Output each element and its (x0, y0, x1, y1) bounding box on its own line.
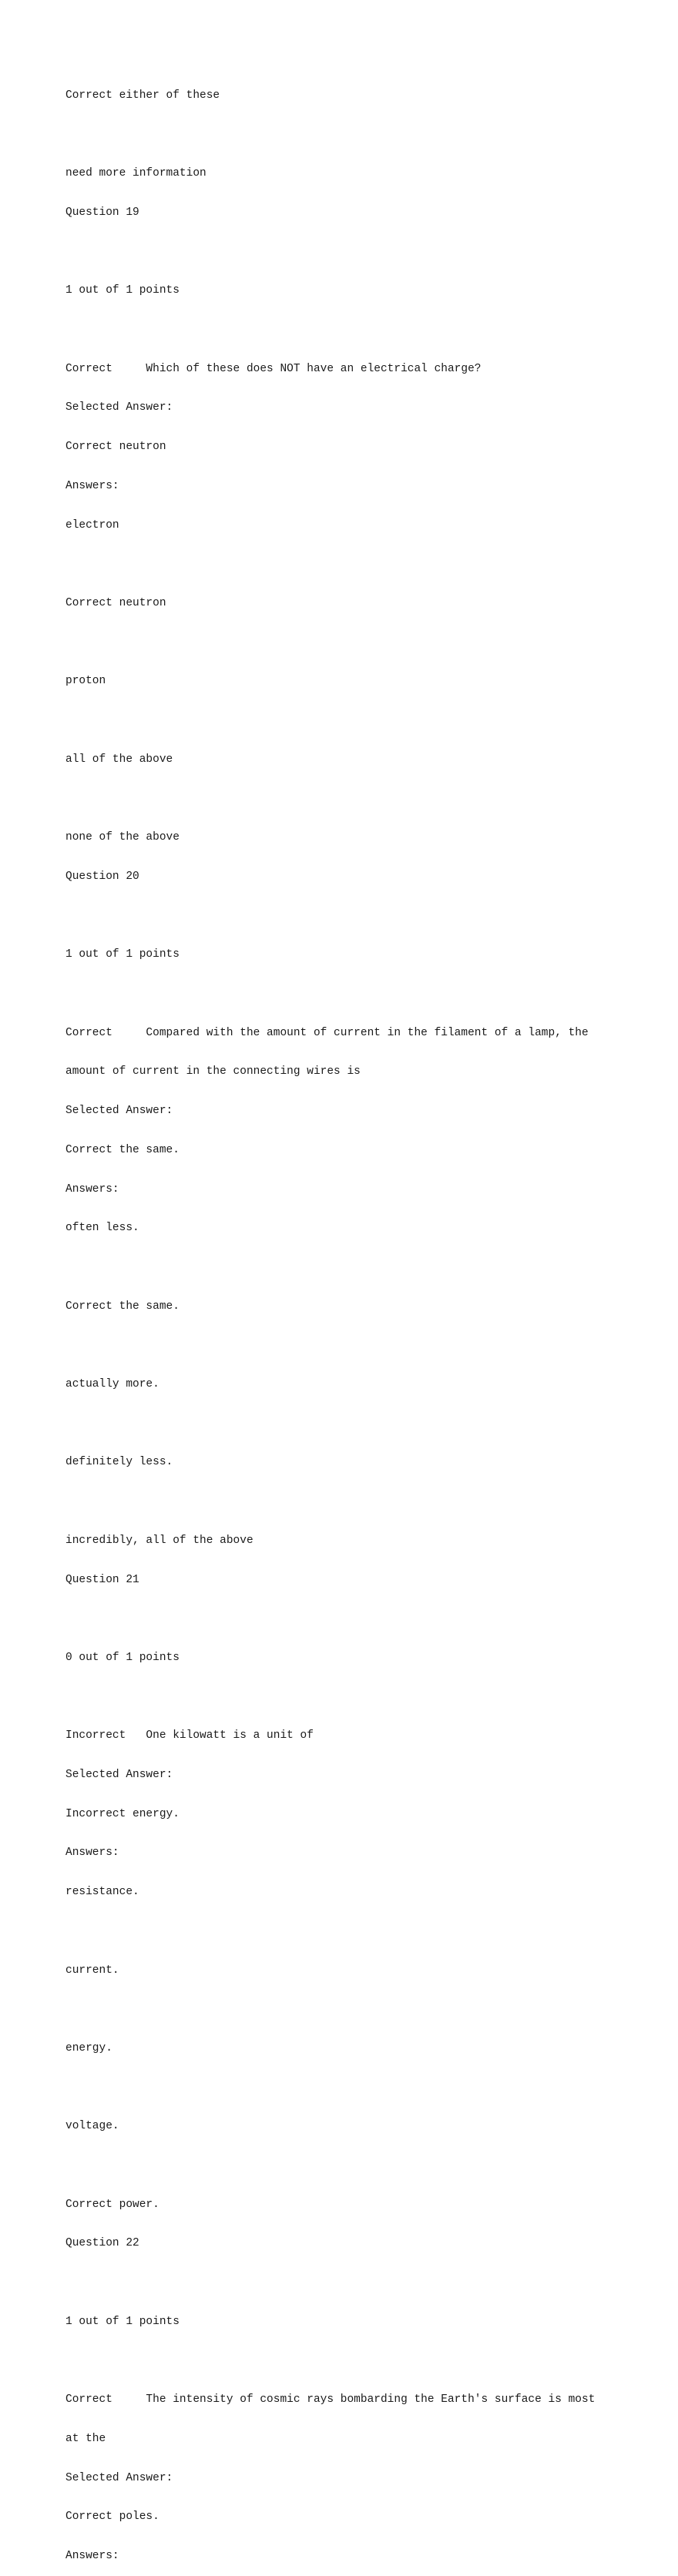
blank-line (65, 129, 651, 142)
answer-option: incredibly, all of the above (65, 1534, 253, 1547)
blank-line (65, 792, 651, 805)
answer-option: often less. (65, 1222, 139, 1235)
blank-line (65, 2276, 651, 2289)
selected-answer: Correct neutron (65, 441, 166, 454)
answers-label: Answers: (65, 479, 119, 492)
blank-line (65, 2003, 651, 2016)
answers-label: Answers: (65, 1182, 119, 1196)
question-heading: Question 21 (65, 1573, 139, 1586)
blank-line (65, 2081, 651, 2095)
document-page (65, 63, 651, 2576)
answer-option: resistance. (65, 1886, 139, 1899)
answer-option: proton (65, 675, 106, 688)
blank-line (65, 246, 651, 259)
question-text: Correct Compared with the amount of current in the filament of a lamp, the (65, 1026, 589, 1039)
question-text: Correct Which of these does NOT have an electrical charge? (65, 362, 482, 375)
answer-option: electron (65, 518, 119, 532)
blank-line (65, 1417, 651, 1431)
blank-line (65, 1925, 651, 1938)
blank-line (65, 636, 651, 649)
question-text-continued: amount of current in the connecting wires is (65, 1065, 361, 1078)
blank-line (65, 2159, 651, 2172)
answers-label: Answers: (65, 2550, 119, 2563)
blank-line (65, 1612, 651, 1625)
blank-line (65, 910, 651, 923)
answer-option: none of the above (65, 831, 180, 844)
answer-option: energy. (65, 2041, 112, 2054)
selected-answer-label: Selected Answer: (65, 1769, 173, 1782)
answer-option: current. (65, 1964, 119, 1977)
selected-answer: Correct the same. (65, 1143, 180, 1156)
blank-line (65, 714, 651, 727)
blank-line (65, 324, 651, 337)
selected-answer: Correct poles. (65, 2511, 159, 2524)
points-line: 1 out of 1 points (65, 948, 180, 961)
answer-option: voltage. (65, 2120, 119, 2133)
answer-option: definitely less. (65, 1456, 173, 1469)
answer-option: Correct power. (65, 2198, 159, 2211)
question-heading: Question 20 (65, 870, 139, 883)
blank-line (65, 1495, 651, 1508)
blank-line (65, 1339, 651, 1352)
question-heading: Question 19 (65, 206, 139, 219)
blank-line (65, 2355, 651, 2368)
question-heading: Question 22 (65, 2237, 139, 2250)
blank-line (65, 1691, 651, 1704)
question-text-continued: at the (65, 2433, 106, 2445)
text-line: Correct either of these (65, 89, 220, 102)
blank-line (65, 1261, 651, 1274)
points-line: 1 out of 1 points (65, 284, 180, 297)
answer-option: all of the above (65, 753, 173, 766)
blank-line (65, 988, 651, 1001)
answer-option: Correct neutron (65, 596, 166, 609)
selected-answer-label: Selected Answer: (65, 2471, 173, 2484)
answer-option: Correct the same. (65, 1300, 180, 1313)
blank-line (65, 558, 651, 571)
points-line: 0 out of 1 points (65, 1651, 180, 1664)
points-line: 1 out of 1 points (65, 2315, 180, 2328)
text-line: need more information (65, 167, 206, 180)
answer-option: actually more. (65, 1378, 159, 1391)
selected-answer-label: Selected Answer: (65, 401, 173, 414)
selected-answer: Incorrect energy. (65, 1807, 180, 1820)
question-text: Incorrect One kilowatt is a unit of (65, 1729, 314, 1742)
answers-label: Answers: (65, 1846, 119, 1860)
selected-answer-label: Selected Answer: (65, 1105, 173, 1118)
question-text: Correct The intensity of cosmic rays bombarding the Earth's surface is most (65, 2393, 596, 2407)
